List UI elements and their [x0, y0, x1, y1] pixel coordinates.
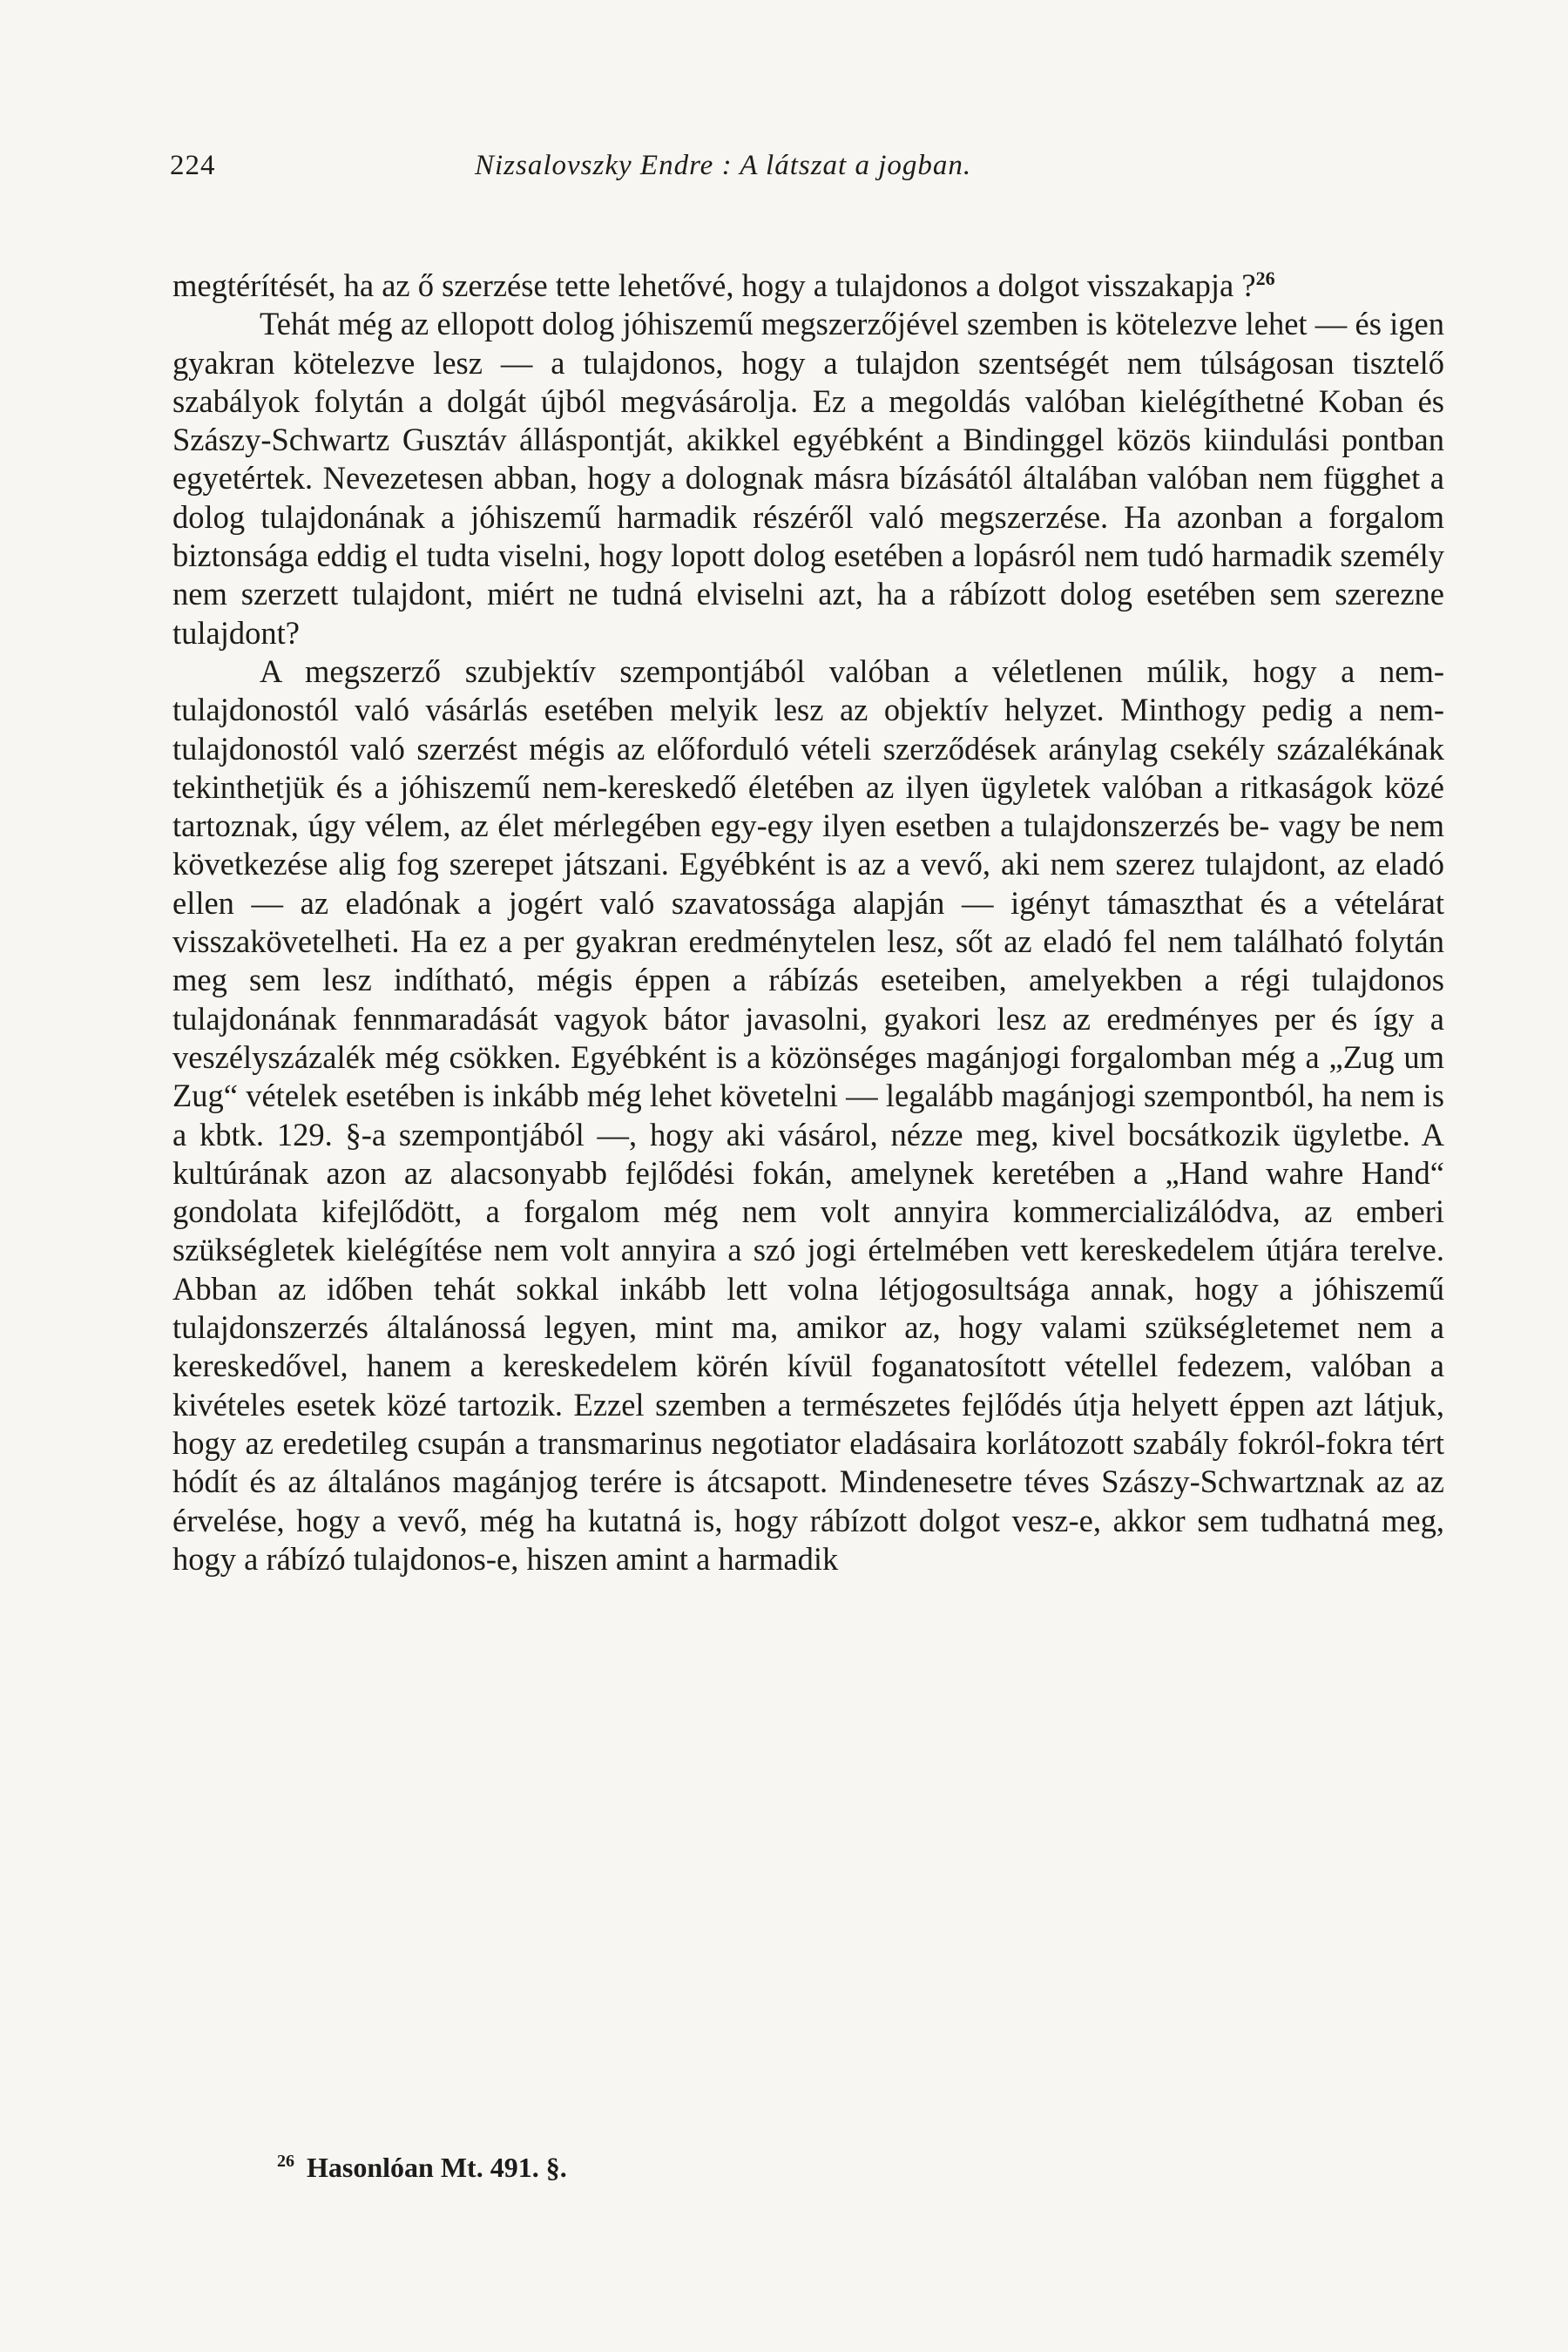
- running-title: Nizsalovszky Endre : A látszat a jogban.: [475, 150, 972, 181]
- paragraph-text: megtérítését, ha az ő szerzése tette lehetővé, hogy a tulajdonos a dolgot visszakapja ?: [172, 267, 1256, 303]
- body-text: [172, 267, 1444, 1578]
- paragraph: Tehát még az ellopott dolog jóhiszemű megszerzőjével szemben is kötelezve lehet — és igen gyakran kötelezve lesz — a tulajdonos, hogy a tulajdon szentségét nem túlságosan tisztelő szabályok folytán a dolgát újból megvásárolja. Ez a megoldás valóban kielégíthetné Koban és Szászy-Schwartz Gusztáv álláspontját, akikkel egyébként a Bindinggel közös kiindulási pontban egyetértek. Nevezetesen abban, hogy a dolognak másra bízásától általában valóban nem függhet a dolog tulajdonának a jóhiszemű harmadik részéről való megszerzése. Ha azonban a forgalom biztonsága eddig el tudta viselni, hogy lopott dolog esetében a lopásról nem tudó harmadik személy nem szerzett tulajdont, miért ne tudná elviselni azt, ha a rábízott dolog esetében sem szerezne tulajdont?: [172, 306, 1444, 651]
- running-head: [170, 150, 1442, 193]
- footnote-number: 26: [277, 2152, 294, 2172]
- footnote-reference: 26: [1255, 267, 1275, 289]
- footnote-text: Hasonlóan Mt. 491. §.: [307, 2152, 567, 2183]
- footnote: [277, 2152, 567, 2184]
- paragraph-continuation: [172, 267, 1444, 305]
- page-number: 224: [170, 150, 216, 181]
- paragraph: A megszerző szubjektív szempontjából valóban a véletlenen múlik, hogy a nem-tulajdonostól való vásárlás esetében melyik lesz az objektív helyzet. Minthogy pedig a nem-tulajdonostól való szerzést mégis az előforduló vételi szerződések aránylag csekély százalékának tekinthetjük és a jóhiszemű nem-kereskedő életében az ilyen ügyletek valóban a ritkaságok közé tartoznak, úgy vélem, az élet mérlegében egy-egy ilyen esetben a tulajdonszerzés be- vagy be nem következése alig fog szerepet játszani. Egyébként is az a vevő, aki nem szerez tulajdont, az eladó ellen — az eladónak a jogért való szavatossága alapján — igényt támaszthat és a vételárat visszakövetelheti. Ha ez a per gyakran eredménytelen lesz, sőt az eladó fel nem található folytán meg sem lesz indítható, mégis éppen a rábízás eseteiben, amelyekben a régi tulajdonos tulajdonának fennmaradását vagyok bátor javasolni, gyakori lesz az eredményes per és így a veszélyszázalék még csökken. Egyébként is a közönséges magánjogi forgalomban még a „Zug um Zug“ vételek esetében is inkább még lehet követelni — legalább magánjogi szempontból, ha nem is a kbtk. 129. §-a szempontjából —, hogy aki vásárol, nézze meg, kivel bocsátkozik ügyletbe. A kultúrának azon az alacsonyabb fejlődési fokán, amelynek keretében a „Hand wahre Hand“ gondolata kifejlődött, a forgalom még nem volt annyira kommercializálódva, az emberi szükségletek kielégítése nem volt annyira a szó jogi értelmében vett kereskedelem útjára terelve. Abban az időben tehát sokkal inkább lett volna létjogosultsága annak, hogy a jóhiszemű tulajdonszerzés általánossá legyen, mint ma, amikor az, hogy valami szükségletemet nem a kereskedővel, hanem a kereskedelem körén kívül foganatosított vétellel fedezem, valóban a kivételes esetek közé tartozik. Ezzel szemben a természetes fejlődés útja helyett éppen azt látjuk, hogy az eredetileg csupán a transmarinus negotiator eladásaira korlátozott szabály fokról-fokra tért hódít és az általános magánjog terére is átcsapott. Mindenesetre téves Szászy-Schwartznak az az érvelése, hogy a vevő, még ha kutatná is, hogy rábízott dolgot vesz-e, akkor sem tudhatná meg, hogy a rábízó tulajdonos-e, hiszen amint a harmadik: [172, 652, 1444, 1577]
